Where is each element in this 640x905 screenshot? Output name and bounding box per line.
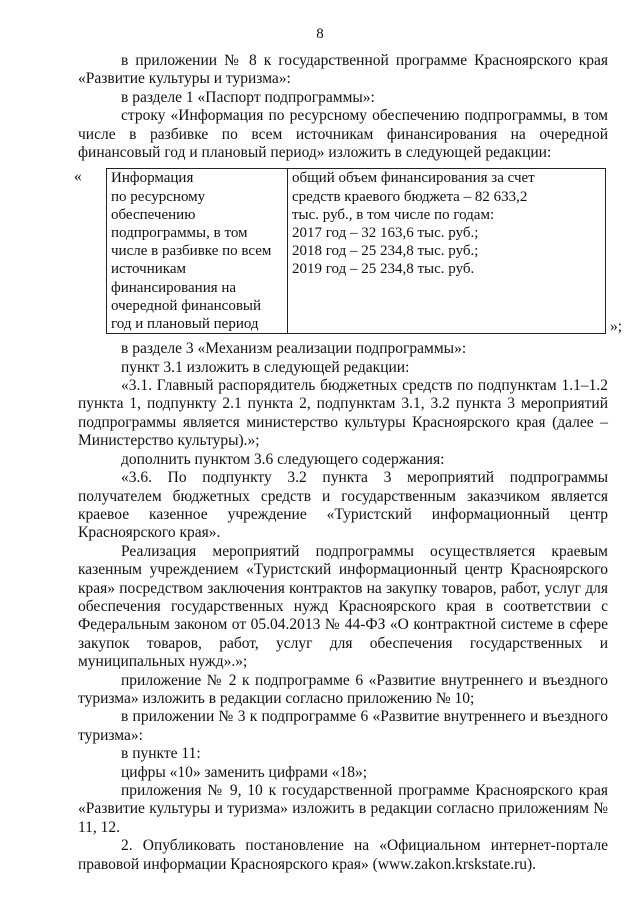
label-line: по ресурсному (111, 188, 206, 205)
paragraph-section-1: в разделе 1 «Паспорт подпрограммы»: (121, 88, 375, 106)
paragraph-appendices-9-10: приложения № 9, 10 к государственной программе Красноярского края «Развитие культуры и туризма» изложить в редакции согласно приложениям № 11, 12. (78, 782, 608, 836)
label-line: Информация (111, 170, 194, 187)
table-cell-label (107, 169, 288, 334)
paragraph-row-replace: строку «Информация по ресурсному обеспечению подпрограммы, в том числе в разбивке по всем источникам финансирования на очередной финансовый год и плановый период» изложить в следующей редакции: (78, 107, 608, 162)
paragraph-appendix-3: в приложении № 3 к подпрограмме 6 «Развитие внутреннего и въездного туризма»: (78, 708, 608, 744)
paragraph-point-3-1-text: «3.1. Главный распорядитель бюджетных средств по подпунктам 1.1–1.2 пункта 1, подпункту 2.1 пункта 2, подпунктам 3.1, 3.2 пункта 3 мероприятий подпрограммы является министерство культуры Красноярского края (далее – Министерство культуры).»; (78, 377, 608, 450)
label-line: обеспечению (111, 206, 196, 223)
paragraph-publish: 2. Опубликовать постановление на «Официальном интернет-портале правовой информации Красноярского края» (www.zakon.krskstate.ru). (78, 837, 608, 873)
label-line: финансирования на (111, 279, 237, 296)
table-row (107, 169, 606, 334)
label-line: подпрограммы, в том (111, 225, 248, 242)
open-quote: « (74, 168, 82, 186)
label-line: очередной финансовый (111, 297, 262, 314)
value-line: тыс. руб., в том числе по годам: (292, 206, 495, 223)
value-line: общий объем финансирования за счет (292, 170, 535, 187)
paragraph-appendix-2: приложение № 2 к подпрограмме 6 «Развитие внутреннего и въездного туризма» изложить в редакции согласно приложению № 10; (78, 671, 608, 707)
paragraph-point-3-1-intro: пункт 3.1 изложить в следующей редакции: (121, 358, 410, 376)
paragraph-implementation: Реализация мероприятий подпрограммы осуществляется краевым казенным учреждением «Туристский информационный центр Красноярского края» посредством заключения контрактов на закупку товаров, работ, услуг для обеспечения государственных нужд Красноярского края в соответствии с Федеральным законом от 05.04.2013 № 44-ФЗ «О контрактной системе в сфере закупок товаров, работ, услуг для обеспечения государственных и муниципальных нужд».»; (78, 542, 608, 671)
paragraph-point-3-6-text: «3.6. По подпункту 3.2 пункта 3 мероприятий подпрограммы получателем бюджетных средств и государственным заказчиком является краевое казенное учреждение «Туристский информационный центр Красноярского края». (78, 469, 608, 542)
document-body (74, 52, 622, 874)
value-line: 2018 год – 25 234,8 тыс. руб.; (292, 243, 479, 260)
paragraph-section-3: в разделе 3 «Механизм реализации подпрограммы»: (121, 340, 467, 358)
paragraph-point-3-6-intro: дополнить пунктом 3.6 следующего содержания: (121, 450, 445, 468)
value-line: средств краевого бюджета – 82 633,2 (292, 188, 528, 205)
passport-table (106, 168, 606, 334)
value-line: 2017 год – 32 163,6 тыс. руб.; (292, 225, 479, 242)
paragraph-point-11: в пункте 11: (121, 745, 201, 763)
label-line: числе в разбивке по всем (111, 243, 272, 260)
paragraph-appendix-8: в приложении № 8 к государственной программе Красноярского края «Развитие культуры и туризма»: (78, 52, 608, 88)
table-cell-value (288, 169, 606, 334)
label-line: источникам (111, 261, 186, 278)
page-number: 8 (316, 26, 324, 42)
close-quote: »; (609, 317, 622, 335)
label-line: год и плановый период (111, 316, 259, 333)
passport-table-block (74, 168, 622, 335)
value-line: 2019 год – 25 234,8 тыс. руб. (292, 261, 475, 278)
paragraph-digits-replace: цифры «10» заменить цифрами «18»; (121, 763, 368, 781)
